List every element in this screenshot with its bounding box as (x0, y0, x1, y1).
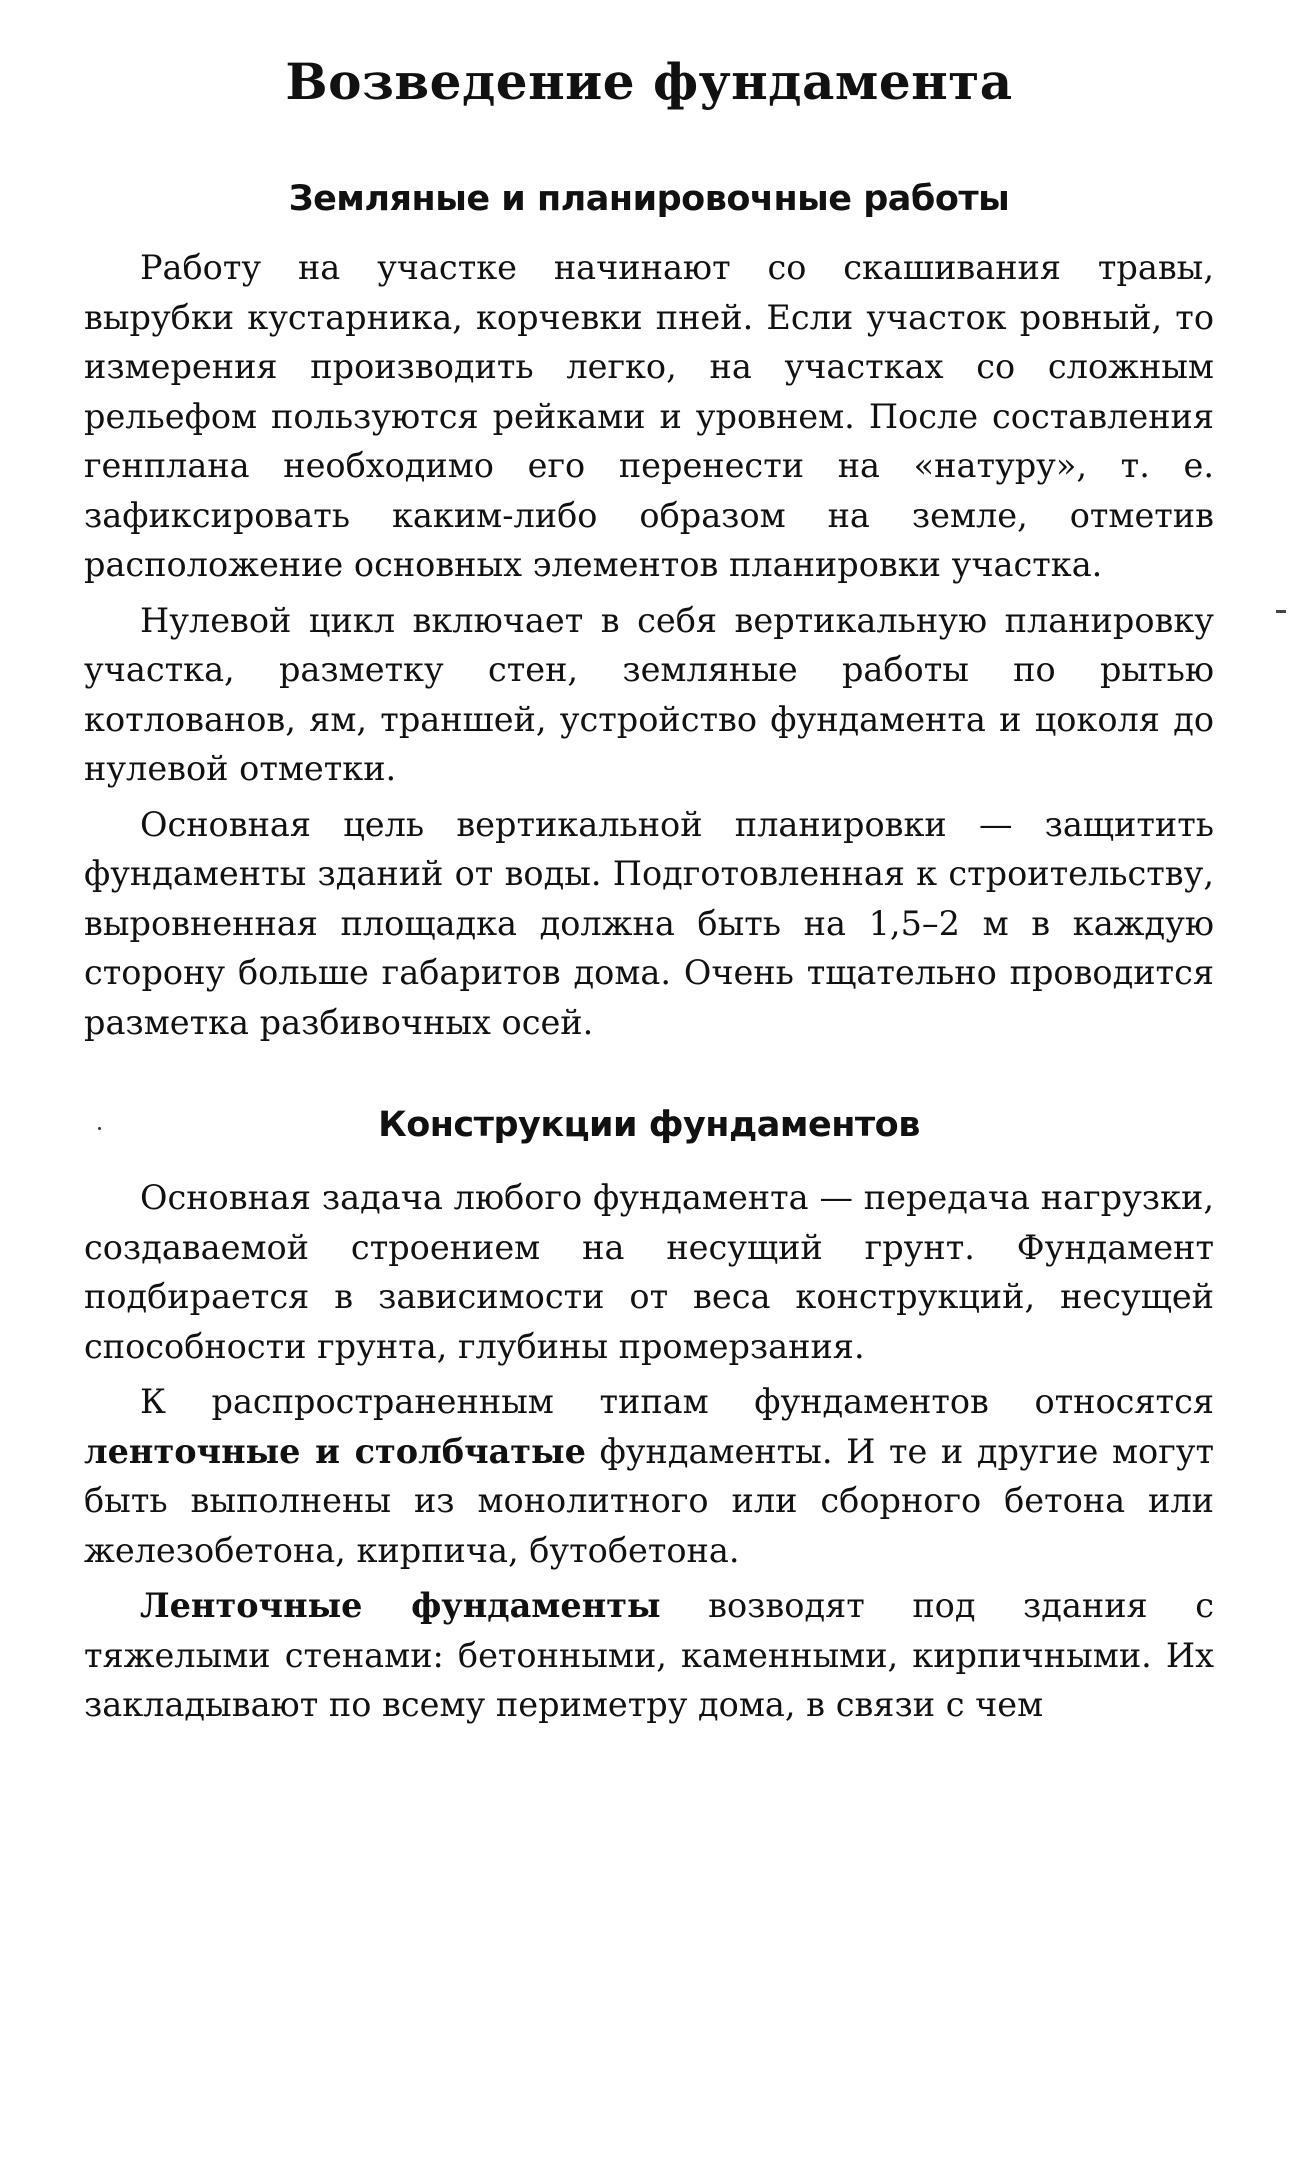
bold-term: Ленточные фундаменты (140, 1586, 661, 1625)
paragraph-foundation-types (84, 1377, 1214, 1575)
text-run: К распространенным типам фундаментов относятся (140, 1382, 1214, 1421)
document-page (84, 40, 1214, 1736)
paragraph: Нулевой цикл включает в себя вертикальную планировку участка, разметку стен, земляные работы по рытью котлованов, ям, траншей, устройство фундамента и цоколя до нулевой отметки. (84, 600, 1214, 788)
text-run: возводят под здания с тяжелыми стенами: бетонными, каменными, кирпичными. Их закладывают по всему периметру дома, в связи с чем (84, 1586, 1214, 1724)
section-heading-earthworks: Земляные и планировочные работы (288, 179, 1010, 219)
paragraph: Основная цель вертикальной планировки — защитить фундаменты зданий от воды. Подготовленная к строительству, выровненная площадка должна быть на 1,5–2 м в каждую сторону больше габаритов дома. Очень тщательно проводится разметка разбивочных осей. (84, 804, 1214, 1042)
paragraph-strip-foundations (84, 1581, 1214, 1730)
section-heading-foundation-structures: Конструкции фундаментов (378, 1105, 920, 1145)
bold-term: ленточные и столбчатые (84, 1431, 586, 1471)
page-title: Возведение фундамента (285, 52, 1013, 111)
text-run: фундаменты. И те и другие могут быть выполнены из монолитного или сборного бетона или железобетона, кирпича, бутобетона. (84, 1431, 1214, 1570)
scan-edge-mark (1276, 610, 1286, 613)
paragraph: Основная задача любого фундамента — передача нагрузки, создаваемой строением на несущий грунт. Фундамент подбирается в зависимости от веса конструкций, несущей способности грунта, глубины промерзания. (84, 1178, 1214, 1366)
scan-speck (98, 1127, 101, 1130)
paragraph: Работу на участке начинают со скашивания травы, вырубки кустарника, корчевки пней. Если участок ровный, то измерения производить легко, на участках со сложным рельефом пользуются рейками и уровнем. После составления генплана необходимо его перенести на «натуру», т. е. зафиксировать каким-либо образом на земле, отметив расположение основных элементов планировки участка. (84, 248, 1214, 584)
